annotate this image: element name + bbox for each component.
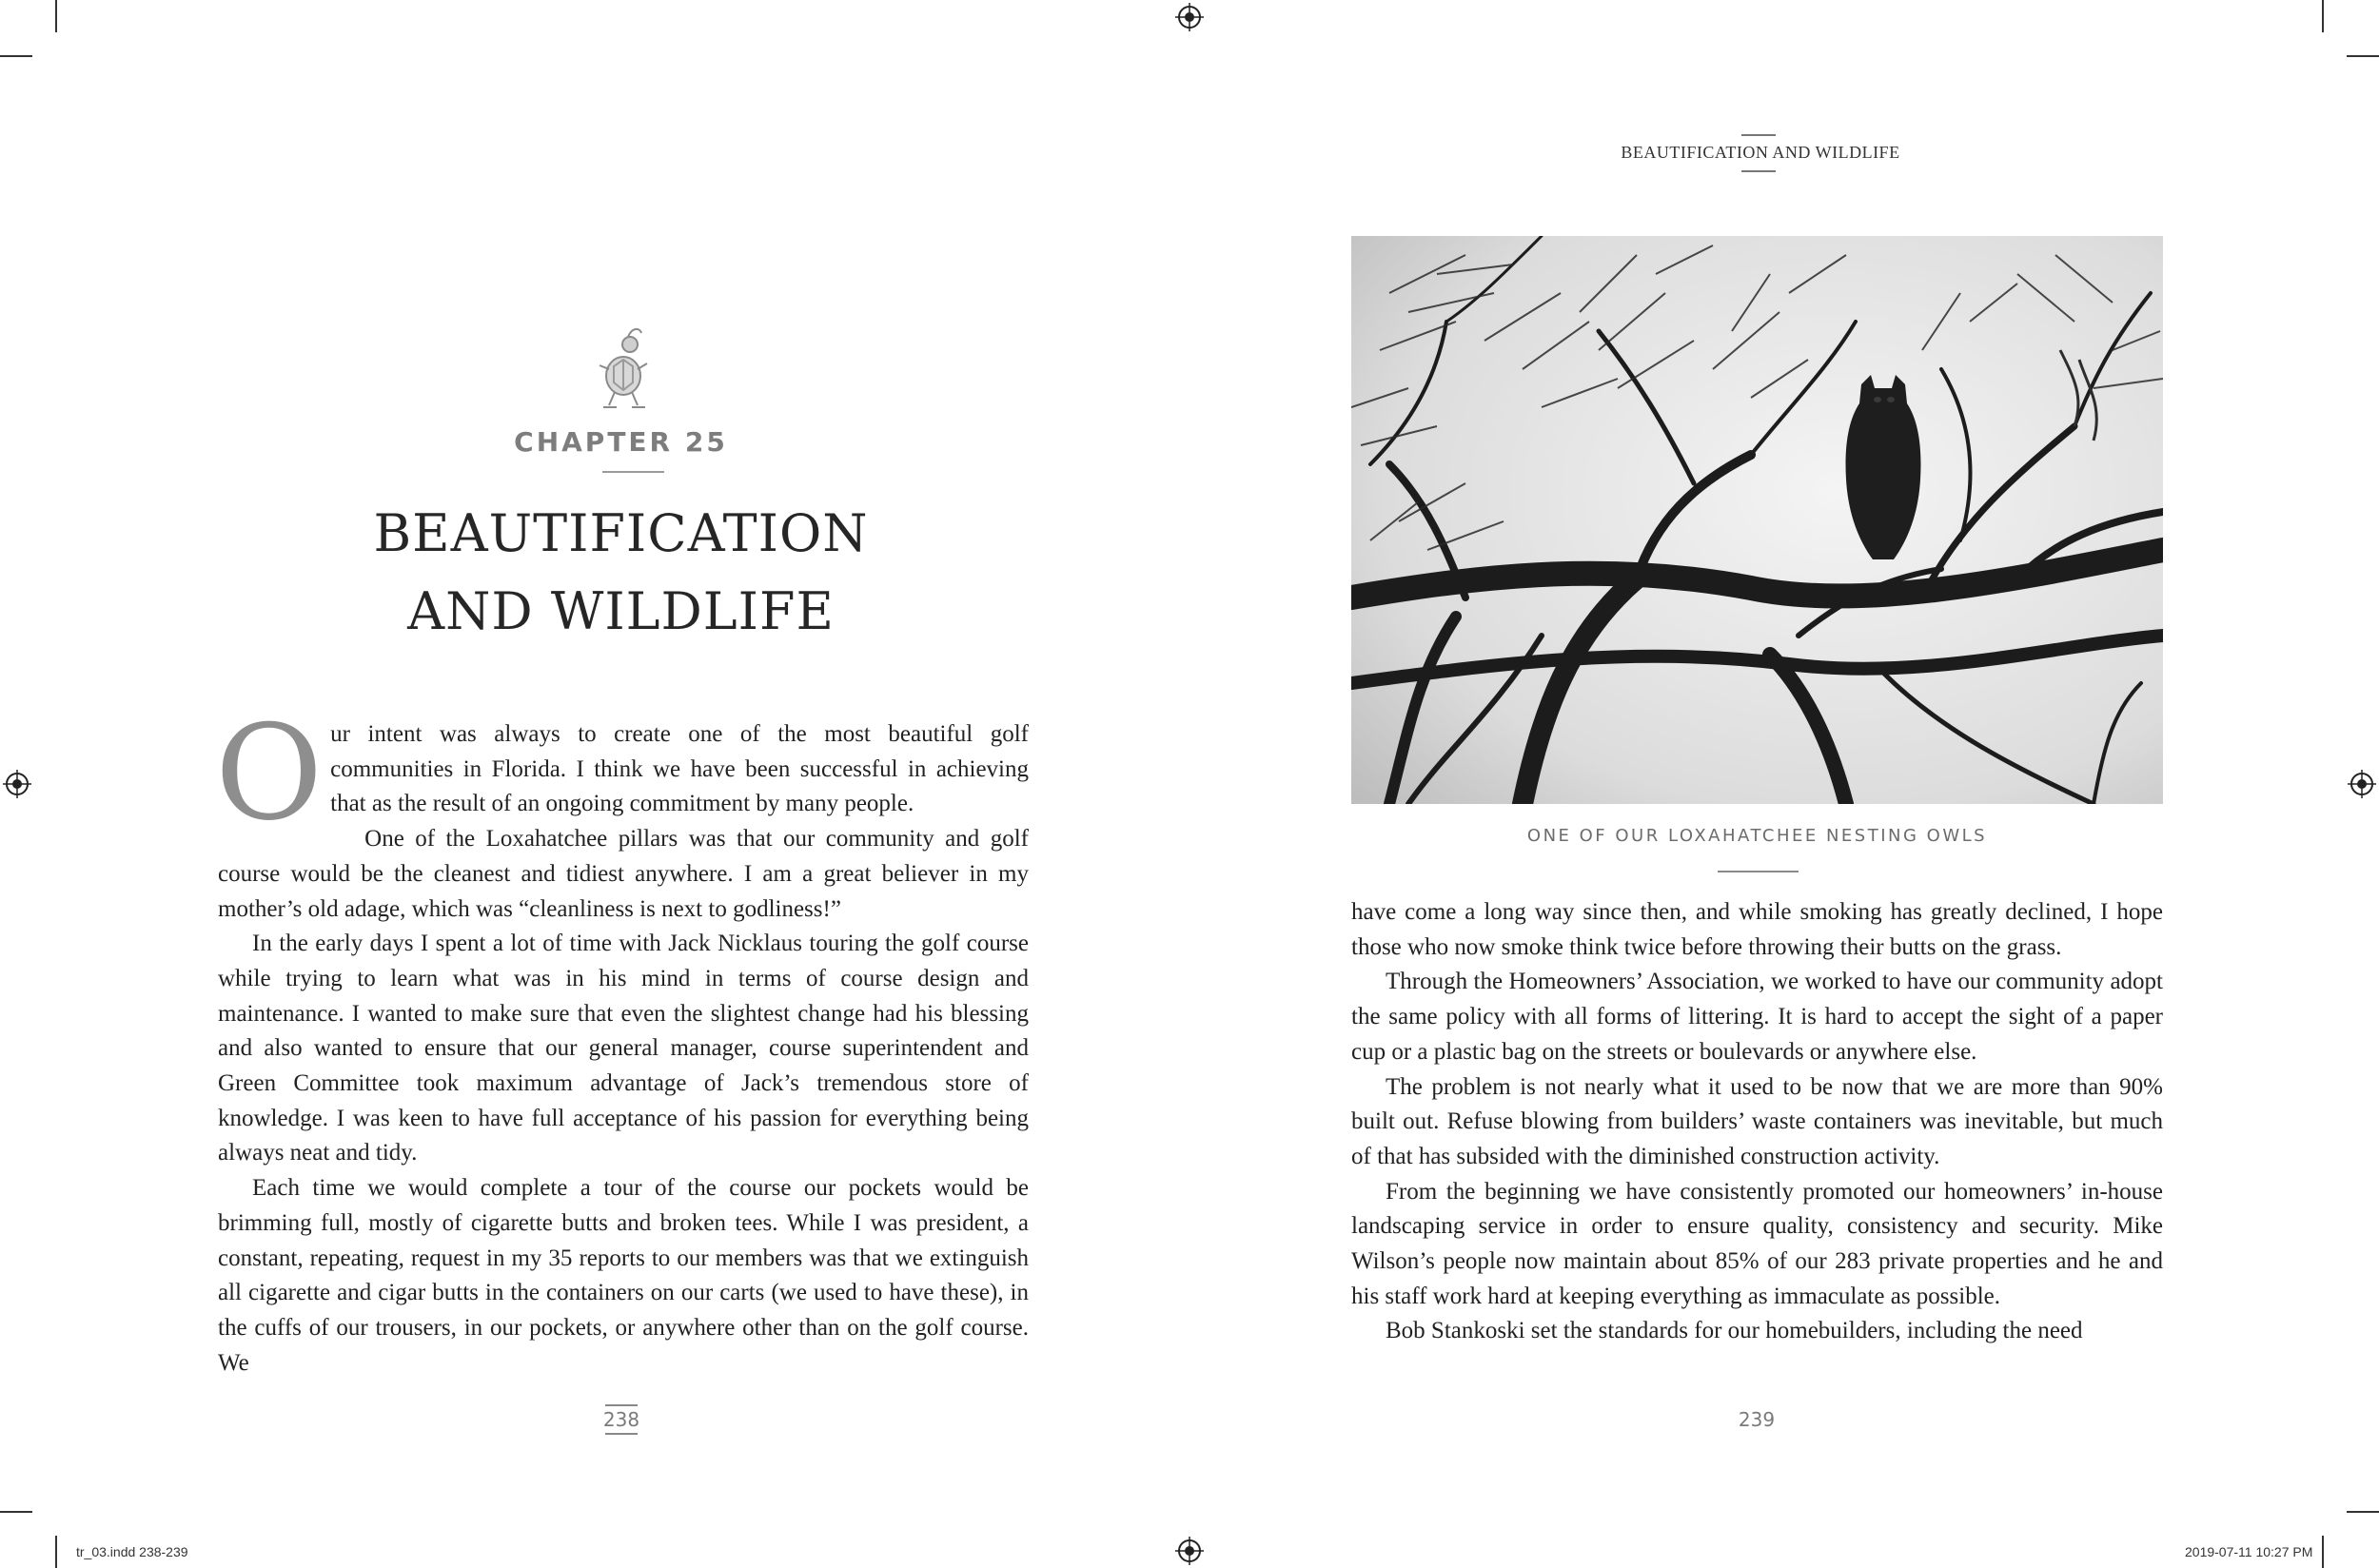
chapter-title-line-2: AND WILDLIFE — [407, 581, 835, 641]
chapter-title-line-1: BEAUTIFICATION — [373, 503, 869, 563]
photo-caption: ONE OF OUR LOXAHATCHEE NESTING OWLS — [1526, 826, 1988, 846]
paragraph: The problem is not nearly what it used to be now that we are more than 90% built out. Refuse blowing from builders’ waste containers was inevitable, but much of that has subsided with the diminished construction activity. — [1351, 1073, 2163, 1169]
opening-paragraph-text: ur intent was always to create one of the most beautiful golf communities in Florida. I think we have been successful in achieving that as the result of an ongoing commitment by many people. — [330, 721, 1029, 817]
paragraph: Each time we would complete a tour of the course our pockets would be brimming full, mostly of cigarette butts and broken tees. While I was president, a constant, repeating, request in my 35 reports to our members was that we extinguish all cigarette and cigar butts in the containers on our carts (we used to have these), in the cuffs of our trousers, in our pockets, or anywhere other than on the golf course. We — [218, 1175, 1029, 1376]
drop-cap: O — [215, 696, 324, 850]
folio-rule-top — [605, 1404, 638, 1406]
chapter-title — [285, 495, 956, 651]
page-number-left: 238 — [602, 1408, 640, 1431]
paragraph: Bob Stankoski set the standards for our homebuilders, including the need — [1386, 1318, 2083, 1344]
continued-paragraph: have come a long way since then, and while smoking has greatly declined, I hope those who now smoke think twice before throwing their butts on the grass. — [1351, 899, 2163, 960]
paragraph: From the beginning we have consistently promoted our homeowners’ in-house landscaping service in order to ensure quality, consistency and security. Mike Wilson’s people now maintain about 85% of our 283 private properties and he and his staff work hard at keeping everything as immaculate as possible. — [1351, 1178, 2163, 1309]
crop-mark — [2322, 1536, 2324, 1568]
right-page-body — [1351, 895, 2163, 1349]
page-number-right: 239 — [1738, 1408, 1776, 1431]
registration-mark-icon — [1175, 3, 1204, 31]
registration-mark-icon — [3, 770, 31, 798]
crop-mark — [0, 1511, 32, 1513]
caption-divider — [1718, 871, 1799, 872]
crop-mark — [2347, 1511, 2379, 1513]
paragraph: One of the Loxahatchee pillars was that our community and golf course would be the cleanest and tidiest anywhere. I am a great believer in my mother’s old adage, which was “cleanliness is next to godliness!” — [218, 826, 1029, 922]
turtle-icon — [590, 323, 657, 414]
crop-mark — [0, 55, 32, 57]
opening-paragraph — [215, 696, 1029, 850]
running-head-rule-top — [1741, 134, 1776, 136]
running-head: BEAUTIFICATION AND WILDLIFE — [1621, 143, 1900, 162]
registration-mark-icon — [1175, 1537, 1204, 1565]
crop-mark — [55, 0, 57, 32]
slug-file-info: tr_03.indd 238-239 — [76, 1544, 188, 1559]
left-page-body — [215, 696, 1029, 1381]
registration-mark-icon — [2348, 770, 2376, 798]
chapter-label: CHAPTER 25 — [514, 426, 728, 458]
folio-rule-bottom — [605, 1433, 638, 1435]
slug-date-info: 2019-07-11 10:27 PM — [2185, 1544, 2313, 1559]
crop-mark — [2322, 0, 2324, 32]
chapter-divider — [602, 471, 664, 473]
crop-mark — [2347, 55, 2379, 57]
paragraph: In the early days I spent a lot of time with Jack Nicklaus touring the golf course while trying to learn what was in his mind in terms of course design and maintenance. I wanted to make sure that even the slightest change had his blessing and also wanted to ensure that our general manager, course superintendent and Green Committee took maximum advantage of Jack’s tremendous store of knowledge. I was keen to have full acceptance of his passion for everything being always neat and tidy. — [218, 931, 1029, 1166]
running-head-rule-bottom — [1741, 170, 1776, 172]
crop-mark — [55, 1536, 57, 1568]
paragraph: Through the Homeowners’ Association, we worked to have our community adopt the same policy with all forms of littering. It is hard to accept the sight of a paper cup or a plastic bag on the streets or boulevards or anywhere else. — [1351, 969, 2163, 1065]
owl-photo — [1351, 236, 2163, 804]
